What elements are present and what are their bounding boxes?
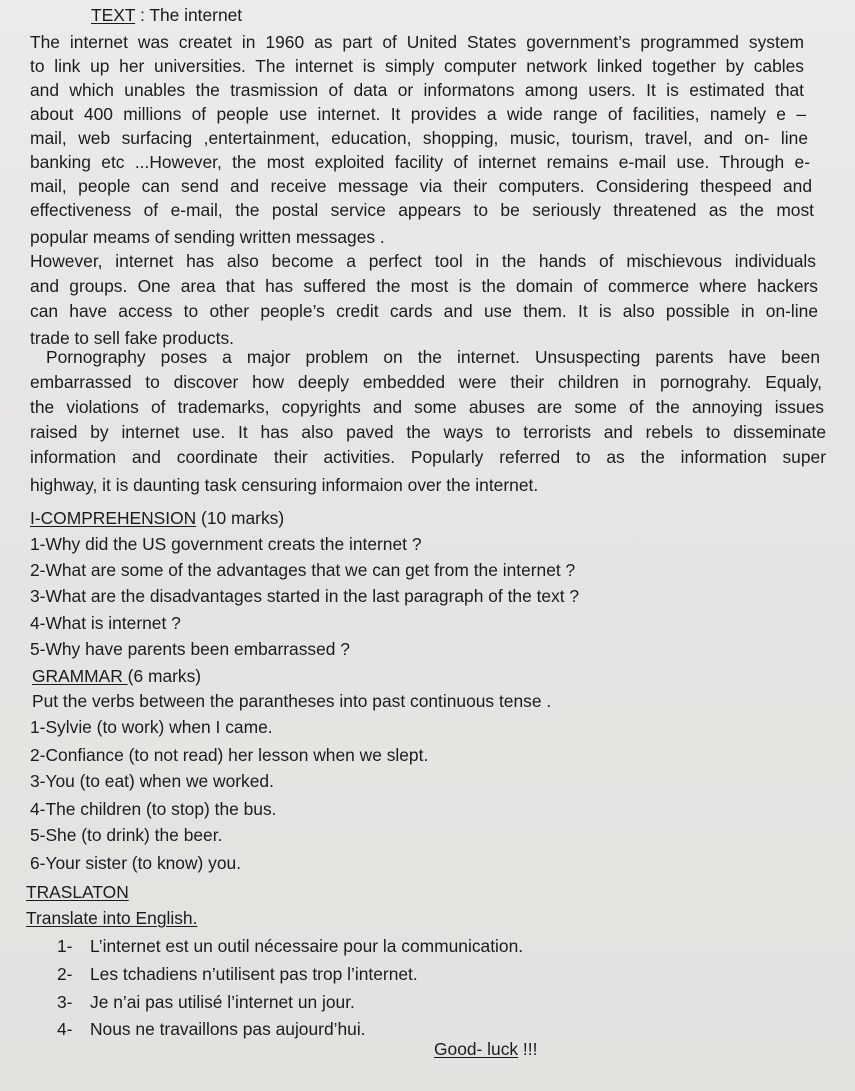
comprehension-question-5: 5-Why have parents been embarrassed ? — [30, 639, 350, 659]
translation-item-1-number: 1- — [57, 936, 73, 956]
p1-line-9: popular meams of sending written messages . — [30, 227, 385, 247]
translation-heading: TRASLATON — [26, 882, 129, 902]
grammar-instruction: Put the verbs between the parantheses into past continuous tense . — [32, 691, 552, 711]
good-luck-text: Good- luck — [434, 1039, 519, 1059]
grammar-heading — [32, 665, 201, 687]
comprehension-question-2: 2-What are some of the advantages that we can get from the internet ? — [30, 560, 576, 580]
grammar-marks: (6 marks) — [127, 666, 202, 686]
comprehension-question-1: 1-Why did the US government creats the internet ? — [30, 534, 422, 554]
grammar-item-1: 1-Sylvie (to work) when I came. — [30, 717, 273, 737]
translation-item-3-text: Je n’ai pas utilisé l’internet un jour. — [90, 992, 355, 1012]
translation-item-2 — [57, 963, 418, 985]
grammar-item-5: 5-She (to drink) the beer. — [30, 825, 223, 845]
p1-line-4: about 400 millions of people use internet. It provides a wide range of facilities, namely e – — [30, 104, 806, 124]
text-title — [91, 4, 242, 26]
translation-item-4-number: 4- — [57, 1019, 73, 1039]
good-luck — [434, 1038, 537, 1060]
text-title-rest: : The internet — [135, 5, 243, 25]
translation-item-4 — [57, 1018, 366, 1040]
grammar-item-2: 2-Confiance (to not read) her lesson when we slept. — [30, 745, 429, 765]
p3-line-6: highway, it is daunting task censuring informaion over the internet. — [30, 475, 539, 495]
p2-line-2: and groups. One area that has suffered the most is the domain of commerce where hackers — [30, 276, 818, 296]
translation-item-2-number: 2- — [57, 964, 73, 984]
comprehension-marks: (10 marks) — [196, 508, 285, 528]
translation-item-2-text: Les tchadiens n’utilisent pas trop l’internet. — [90, 964, 418, 984]
p1-line-2: to link up her universities. The internet is simply computer network linked together by cables — [30, 56, 804, 76]
translation-item-3-number: 3- — [57, 992, 73, 1012]
p2-line-3: can have access to other people’s credit cards and use them. It is also possible in on-line — [30, 301, 818, 321]
p1-line-5: mail, web surfacing ,entertainment, education, shopping, music, tourism, travel, and on- line — [30, 128, 808, 148]
grammar-item-3: 3-You (to eat) when we worked. — [30, 771, 274, 791]
p3-line-3: the violations of trademarks, copyrights and some abuses are some of the annoying issues — [30, 397, 824, 417]
p2-line-1: However, internet has also become a perfect tool in the hands of mischievous individuals — [30, 251, 816, 271]
translation-instruction: Translate into English. — [26, 908, 198, 928]
translation-item-1 — [57, 935, 523, 957]
p1-line-1: The internet was createt in 1960 as part of United States government’s programmed system — [30, 32, 804, 52]
translation-item-4-text: Nous ne travaillons pas aujourd’hui. — [90, 1019, 366, 1039]
p3-line-2: embarrassed to discover how deeply embedded were their children in pornograhy. Equaly, — [30, 372, 822, 392]
text-title-label: TEXT — [91, 5, 136, 25]
grammar-item-4: 4-The children (to stop) the bus. — [30, 799, 277, 819]
translation-item-3 — [57, 991, 355, 1013]
translation-item-1-text: L’internet est un outil nécessaire pour la communication. — [90, 936, 524, 956]
p2-line-4: trade to sell fake products. — [30, 328, 234, 348]
p3-line-4: raised by internet use. It has also paved the ways to terrorists and rebels to disseminate — [30, 422, 826, 442]
p1-line-3: and which unables the trasmission of data or informatons among users. It is estimated that — [30, 80, 804, 100]
p3-line-5: information and coordinate their activities. Popularly referred to as the information super — [30, 447, 826, 467]
p1-line-6: banking etc ...However, the most exploited facility of internet remains e-mail use. Through e- — [30, 152, 810, 172]
comprehension-heading-label: I-COMPREHENSION — [30, 508, 197, 528]
grammar-heading-label: GRAMMAR — [32, 666, 128, 686]
p1-line-7: mail, people can send and receive message via their computers. Considering thespeed and — [30, 176, 812, 196]
grammar-item-6: 6-Your sister (to know) you. — [30, 853, 242, 873]
comprehension-question-3: 3-What are the disadvantages started in the last paragraph of the text ? — [30, 586, 580, 606]
p3-line-1: Pornography poses a major problem on the internet. Unsuspecting parents have been — [46, 347, 820, 367]
comprehension-heading — [30, 507, 284, 529]
p1-line-8: effectiveness of e-mail, the postal service appears to be seriously threatened as the most — [30, 200, 814, 220]
comprehension-question-4: 4-What is internet ? — [30, 613, 181, 633]
good-luck-exclaim: !!! — [518, 1039, 538, 1059]
